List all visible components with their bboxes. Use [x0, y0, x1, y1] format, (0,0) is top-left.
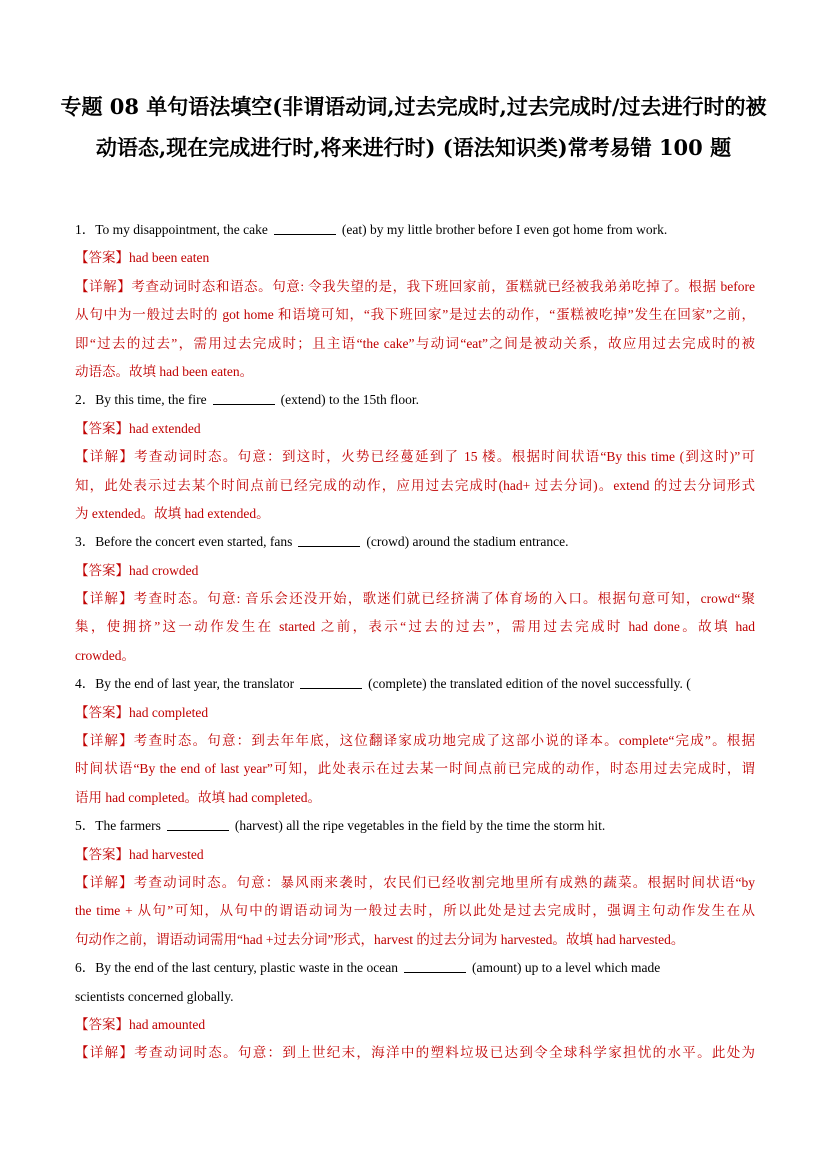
- question-prefix: 5．The farmers: [75, 818, 161, 834]
- answer-text: had amounted: [129, 1016, 206, 1032]
- detail-line: 知，此处表示过去某个时间点前已经完成的动作，应用过去完成时(had+ 过去分词)。extend 的过去分词形式: [75, 477, 755, 493]
- question-prefix: 3．Before the concert even started, fans: [75, 534, 293, 550]
- detail-line: 时间状语“By the end of last year”可知，此处表示在过去某一时间点前已完成的动作，时态用过去完成时，谓: [75, 761, 755, 777]
- question-item: [75, 670, 755, 812]
- answer-blank[interactable]: [300, 675, 362, 689]
- answer-line: [75, 557, 755, 585]
- answer-blank[interactable]: [274, 221, 336, 235]
- question-item: [75, 954, 755, 1068]
- question-suffix: (complete) the translated edition of the novel successfully. (: [368, 676, 691, 692]
- answer-text: had crowded: [129, 562, 199, 578]
- question-suffix: (extend) to the 15th floor.: [280, 392, 419, 408]
- answer-blank[interactable]: [213, 391, 275, 405]
- detail-text: 考查动词时态。句意：暴风雨来袭时，农民们已经收割完地里所有成熟的蔬菜。根据时间状语“by: [133, 874, 755, 890]
- answer-text: had been eaten: [129, 250, 210, 266]
- detail-line: 即“过去的过去”，需用过去完成时；且主语“the cake”与动词“eat”之间是被动关系，故应用过去完成时的被: [75, 335, 755, 351]
- detail-tag: 【详解】: [75, 278, 132, 294]
- answer-line: [75, 415, 755, 443]
- detail-text: 考查时态。句意：到去年年底，这位翻译家成功地完成了这部小说的译本。complete“完成”。根据: [133, 733, 755, 749]
- answer-blank[interactable]: [167, 817, 229, 831]
- question-suffix: (crowd) around the stadium entrance.: [366, 534, 569, 550]
- detail-line: [75, 585, 755, 613]
- detail-line: [75, 869, 755, 897]
- detail-line: [75, 1039, 755, 1067]
- question-item: [75, 528, 755, 670]
- question-suffix: (amount) up to a level which made: [472, 960, 661, 976]
- question-suffix: (eat) by my little brother before I even got home from work.: [341, 222, 668, 237]
- answer-tag: 【答案】: [75, 250, 129, 266]
- detail-line: [75, 273, 755, 301]
- detail-tag: 【详解】: [75, 591, 134, 607]
- answer-line: [75, 699, 755, 727]
- answer-tag: 【答案】: [75, 1016, 129, 1032]
- answer-line: [75, 1011, 755, 1039]
- question-text: [75, 386, 755, 414]
- question-item: [75, 386, 755, 528]
- question-item: [75, 812, 755, 954]
- detail-line: 为 extended。故填 had extended。: [75, 505, 270, 521]
- question-text-continued: scientists concerned globally.: [75, 988, 234, 1004]
- answer-line: [75, 244, 755, 272]
- detail-line: crowded。: [75, 647, 135, 663]
- question-text: [75, 812, 755, 840]
- detail-tag: 【详解】: [75, 449, 135, 465]
- detail-text: 考查动词时态和语态。句意: 令我失望的是，我下班回家前，蛋糕就已经被我弟弟吃掉了。根据 before: [131, 278, 755, 294]
- question-suffix: (harvest) all the ripe vegetables in the field by the time the storm hit.: [234, 818, 606, 834]
- answer-tag: 【答案】: [75, 562, 129, 578]
- answer-tag: 【答案】: [75, 704, 129, 720]
- detail-line: 动语态。故填 had been eaten。: [75, 363, 254, 379]
- question-item: [75, 216, 755, 386]
- answer-tag: 【答案】: [75, 846, 129, 862]
- detail-line: 语用 had completed。故填 had completed。: [75, 789, 321, 805]
- detail-line: [75, 443, 755, 471]
- detail-line: 句动作之前，谓语动词需用“had +过去分词”形式，harvest 的过去分词为 harvested。故填 had harvested。: [75, 931, 685, 947]
- answer-text: had completed: [129, 704, 209, 720]
- question-prefix: 4．By the end of last year, the translator: [75, 676, 295, 692]
- detail-text: 考查时态。句意: 音乐会还没开始，歌迷们就已经挤满了体育场的入口。根据句意可知，crowd“聚: [133, 591, 755, 607]
- answer-line: [75, 841, 755, 869]
- answer-blank[interactable]: [404, 959, 466, 973]
- answer-blank[interactable]: [298, 533, 360, 547]
- answer-text: had harvested: [129, 846, 204, 862]
- question-list: [75, 216, 755, 1068]
- question-text: [75, 954, 755, 982]
- detail-text: 考查动词时态。句意：到上世纪末，海洋中的塑料垃圾已达到令全球科学家担忧的水平。此处为: [134, 1045, 755, 1061]
- question-text: [75, 216, 755, 244]
- detail-line: the time + 从句”可知，从句中的谓语动词为一般过去时，所以此处是过去完成时，强调主句动作发生在从: [75, 903, 755, 919]
- page-title: 专题 08 单句语法填空(非谓语动词,过去完成时,过去完成时/过去进行时的被动语态,现在完成进行时,将来进行时) (语法知识类)常考易错 100 题: [60, 94, 767, 160]
- detail-tag: 【详解】: [75, 874, 134, 890]
- detail-tag: 【详解】: [75, 733, 134, 749]
- question-text: [75, 670, 755, 698]
- question-prefix: 1．To my disappointment, the cake: [75, 222, 268, 237]
- detail-text: 考查动词时态。句意：到这时，火势已经蔓延到了 15 楼。根据时间状语“By this time (到这时)”可: [134, 449, 755, 465]
- detail-line: 集，使拥挤”这一动作发生在 started 之前，表示“过去的过去”，需用过去完成时 had done。故填 had: [75, 619, 755, 635]
- question-prefix: 2．By this time, the fire: [75, 392, 207, 408]
- detail-line: [75, 727, 755, 755]
- detail-line: 从句中为一般过去时的 got home 和语境可知，“我下班回家”是过去的动作，“蛋糕被吃掉”发生在回家”之前，: [75, 307, 755, 323]
- question-prefix: 6．By the end of the last century, plastic waste in the ocean: [75, 960, 399, 976]
- answer-text: had extended: [129, 420, 201, 436]
- detail-tag: 【详解】: [75, 1045, 135, 1061]
- question-text: [75, 528, 755, 556]
- answer-tag: 【答案】: [75, 420, 129, 436]
